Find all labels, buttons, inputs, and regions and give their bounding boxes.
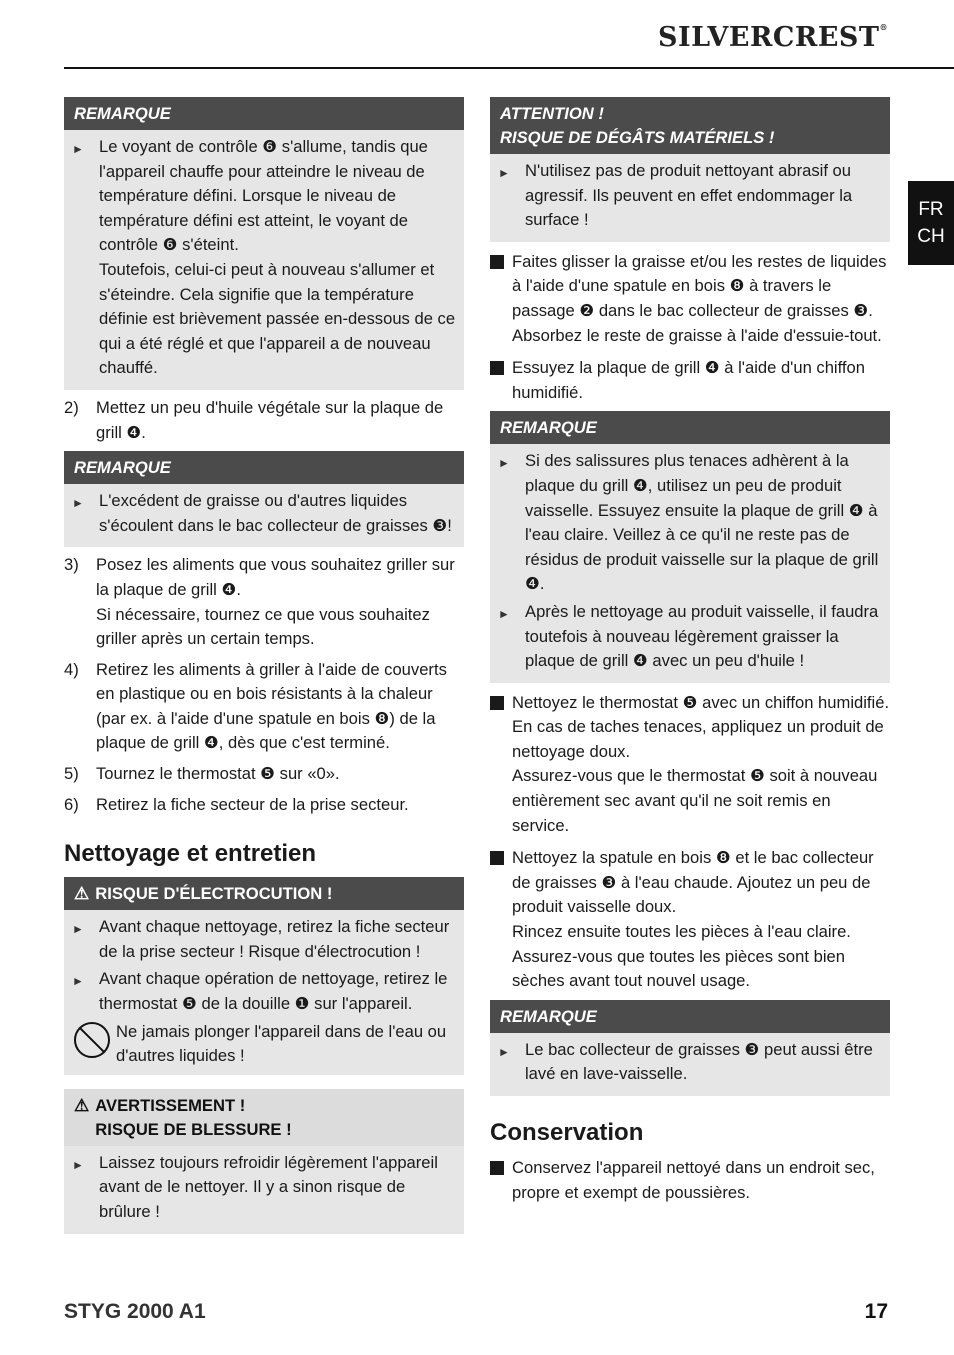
section-heading: Conservation (490, 1119, 644, 1146)
danger-item: ► Avant chaque opération de nettoyage, retirez le thermostat ❺ de la douille ❶ sur l'appareil. (72, 967, 456, 1016)
page-number: 17 (864, 1300, 888, 1323)
note-box (490, 411, 890, 682)
note-title: REMARQUE (64, 451, 464, 484)
danger-item: ► Avant chaque nettoyage, retirez la fiche secteur de la prise secteur ! Risque d'électrocution ! (72, 915, 456, 964)
square-bullet-item: Nettoyez la spatule en bois ❽ et le bac collecteur de graisses ❸ à l'eau chaude. Ajoutez un peu de produit vaisselle doux. Rincez ensuite toutes les pièces à l'eau claire. Assurez-vous que toutes les pièces sont bien sèches avant tout nouvel usage. (490, 846, 890, 994)
arrow-bullet-icon: ► (498, 606, 510, 621)
arrow-bullet-icon: ► (72, 142, 84, 156)
no-immerse-notice: Ne jamais plonger l'appareil dans de l'eau ou d'autres liquides ! (72, 1020, 456, 1069)
right-column (490, 97, 890, 1211)
attention-title: ATTENTION ! RISQUE DE DÉGÂTS MATÉRIELS ! (490, 97, 890, 154)
square-bullet-icon (490, 691, 512, 839)
arrow-bullet-icon: ► (498, 1044, 510, 1059)
note-box (490, 1000, 890, 1096)
step-item: 3) Posez les aliments que vous souhaitez griller sur la plaque de grill ❹. Si nécessaire, tournez ce que vous souhaitez griller après un certain temps. (64, 555, 455, 649)
square-bullet-item: Faites glisser la graisse et/ou les restes de liquides à l'aide d'une spatule en bois ❽ à travers le passage ❷ dans le bac collecteur de graisses ❸. Absorbez le reste de graisse à l'aide d'essuie-tout. (490, 250, 890, 348)
square-bullet-item: Conservez l'appareil nettoyé dans un endroit sec, propre et exempt de poussières. (490, 1156, 890, 1205)
no-immerse-icon (74, 1022, 110, 1058)
left-column (64, 97, 464, 1240)
note-item: ► Si des salissures plus tenaces adhèrent à la plaque du grill ❹, utilisez un peu de produit vaisselle. Essuyez ensuite la plaque de grill ❹ à l'eau claire. Veillez à ce qu'il ne reste pas de résidus de produit vaisselle sur la plaque de grill ❹. (498, 449, 882, 597)
square-bullet-item: Essuyez la plaque de grill ❹ à l'aide d'un chiffon humidifié. (490, 356, 890, 405)
lang-fr: FR (918, 199, 944, 220)
square-bullet-icon (490, 250, 512, 348)
step-item: 4) Retirez les aliments à griller à l'aide de couverts en plastique ou en bois résistants à la chaleur (par ex. à l'aide d'une spatule en bois ❽) de la plaque de grill ❹, dès que c'est terminé. (64, 659, 447, 753)
note-item: ► Le bac collecteur de graisses ❸ peut aussi être lavé en lave-vaisselle. (498, 1038, 882, 1087)
note-item: ► Le voyant de contrôle ❻ s'allume, tandis que l'appareil chauffe pour atteindre le niveau de température défini. Lorsque le niveau de température défini est atteint, le voyant de contrôle ❻ s'éteint. Toutefois, celui-ci peut à nouveau s'allumer et s'éteindre. Cela signifie que la température définie est brièvement passée en-dessous de ce qui a été réglé et que l'appareil a de nouveau chauffé. (72, 135, 456, 381)
note-title: REMARQUE (490, 411, 890, 444)
warning-item: ► Laissez toujours refroidir légèrement l'appareil avant de le nettoyer. Il y a sinon risque de brûlure ! (72, 1151, 456, 1225)
step-item: 2) Mettez un peu d'huile végétale sur la plaque de grill ❹. (64, 397, 444, 442)
square-bullet-icon (490, 1156, 512, 1205)
step-item: 6) Retirez la fiche secteur de la prise secteur. (64, 794, 409, 814)
lang-ch: CH (917, 226, 945, 247)
square-bullet-icon (490, 846, 512, 994)
note-title: REMARQUE (64, 97, 464, 130)
step-item: 5) Tournez le thermostat ❺ sur «0». (64, 764, 340, 784)
arrow-bullet-icon: ► (72, 922, 84, 937)
model-number: STYG 2000 A1 (64, 1300, 206, 1323)
danger-box (64, 877, 464, 1075)
header-rule (64, 67, 954, 69)
attention-item: ► N'utilisez pas de produit nettoyant abrasif ou agressif. Ils peuvent en effet endommager la surface ! (498, 159, 882, 233)
arrow-bullet-icon: ► (498, 166, 510, 180)
danger-title: ⚠ RISQUE D'ÉLECTROCUTION ! (64, 877, 464, 910)
note-item: ► Après le nettoyage au produit vaisselle, il faudra toutefois à nouveau légèrement graisser la plaque de grill ❹ avec un peu d'huile ! (498, 600, 882, 674)
warning-icon: ⚠ (74, 1095, 90, 1115)
note-box (64, 97, 464, 390)
warning-box (64, 1089, 464, 1234)
note-box (64, 451, 464, 547)
square-bullet-icon (490, 356, 512, 405)
brand-logo: SILVERCREST® (658, 22, 888, 53)
section-heading: Nettoyage et entretien (64, 840, 317, 868)
arrow-bullet-icon: ► (72, 496, 84, 511)
attention-box (490, 97, 890, 242)
note-item: ► L'excédent de graisse ou d'autres liquides s'écoulent dans le bac collecteur de graisses ❸! (72, 489, 456, 538)
warning-icon: ⚠ (74, 884, 90, 904)
language-tab (908, 181, 954, 265)
warning-title: ⚠ AVERTISSEMENT ! RISQUE DE BLESSURE ! (64, 1089, 464, 1146)
arrow-bullet-icon: ► (72, 1157, 84, 1172)
arrow-bullet-icon: ► (498, 456, 510, 471)
note-title: REMARQUE (490, 1000, 890, 1033)
square-bullet-item: Nettoyez le thermostat ❺ avec un chiffon humidifié. En cas de taches tenaces, appliquez un produit de nettoyage doux. Assurez-vous que le thermostat ❺ soit à nouveau entièrement sec avant qu'il ne soit remis en service. (490, 691, 890, 839)
arrow-bullet-icon: ► (72, 974, 84, 989)
